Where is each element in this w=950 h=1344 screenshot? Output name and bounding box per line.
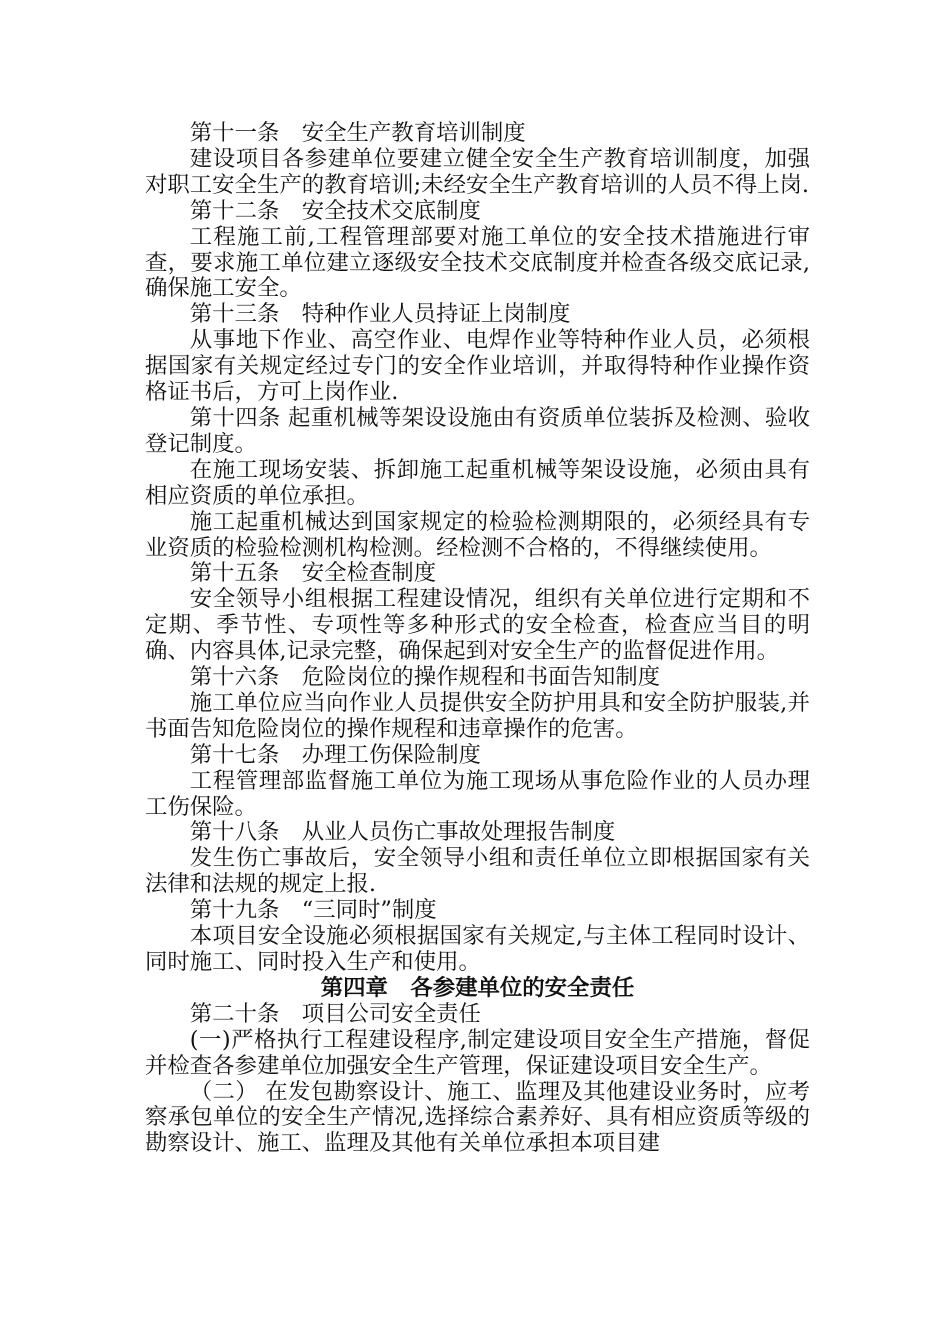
document-page (145, 121, 810, 1157)
clause-15-body: 安全领导小组根据工程建设情况，组织有关单位进行定期和不定期、季节性、专项性等多种形式的安全检查，检查应当目的明确、内容具体,记录完整，确保起到对安全生产的监督促进作用。 (145, 586, 810, 665)
clause-11-body: 建设项目各参建单位要建立健全安全生产教育培训制度，加强对职工安全生产的教育培训;未经安全生产教育培训的人员不得上岗. (145, 145, 810, 198)
clause-16-body: 施工单位应当向作业人员提供安全防护用具和安全防护服装,并书面告知危险岗位的操作规程和违章操作的危害。 (145, 689, 810, 742)
chapter-4-heading: 第四章 各参建单位的安全责任 (320, 974, 635, 1001)
clause-14-body-2: 施工起重机械达到国家规定的检验检测期限的，必须经具有专业资质的检验检测机构检测。经检测不合格的，不得继续使用。 (145, 508, 810, 561)
clause-14-body-1: 在施工现场安装、拆卸施工起重机械等架设设施，必须由具有相应资质的单位承担。 (145, 456, 810, 509)
clause-13-heading: 第十三条 特种作业人员持证上岗制度 (189, 301, 571, 328)
clause-18-heading: 第十八条 从业人员伤亡事故处理报告制度 (189, 819, 616, 846)
clause-17-heading: 第十七条 办理工伤保险制度 (189, 741, 481, 768)
clause-19-body: 本项目安全设施必须根据国家有关规定,与主体工程同时设计、同时施工、同时投入生产和使用。 (145, 923, 810, 975)
clause-11-heading: 第十一条 安全生产教育培训制度 (189, 120, 526, 146)
clause-18-body: 发生伤亡事故后，安全领导小组和责任单位立即根据国家有关法律和法规的规定上报. (145, 845, 810, 898)
clause-15-heading: 第十五条 安全检查制度 (189, 560, 437, 587)
clause-20-item-2: （二） 在发包勘察设计、施工、监理及其他建设业务时，应考察承包单位的安全生产情况,选择综合素养好、具有相应资质等级的勘察设计、施工、监理及其他有关单位承担本项目建 (145, 1078, 810, 1157)
clause-19-heading: 第十九条 “三同时”制度 (189, 897, 437, 924)
clause-20-item-1: (一)严格执行工程建设程序,制定建设项目安全生产措施，督促并检查各参建单位加强安全生产管理，保证建设项目安全生产。 (145, 1026, 810, 1079)
clause-16-heading: 第十六条 危险岗位的操作规程和书面告知制度 (189, 664, 660, 691)
clause-13-body: 从事地下作业、高空作业、电焊作业等特种作业人员，必须根据国家有关规定经过专门的安全作业培训，并取得特种作业操作资格证书后，方可上岗作业. (145, 327, 810, 406)
clause-17-body: 工程管理部监督施工单位为施工现场从事危险作业的人员办理工伤保险。 (145, 767, 810, 820)
clause-20-heading: 第二十条 项目公司安全责任 (189, 1000, 481, 1027)
clause-12-body: 工程施工前,工程管理部要对施工单位的安全技术措施进行审查，要求施工单位建立逐级安全技术交底制度并检查各级交底记录,确保施工安全。 (145, 223, 810, 302)
clause-12-heading: 第十二条 安全技术交底制度 (189, 197, 481, 224)
clause-14-heading: 第十四条 起重机械等架设设施由有资质单位装拆及检测、验收登记制度。 (145, 404, 810, 457)
